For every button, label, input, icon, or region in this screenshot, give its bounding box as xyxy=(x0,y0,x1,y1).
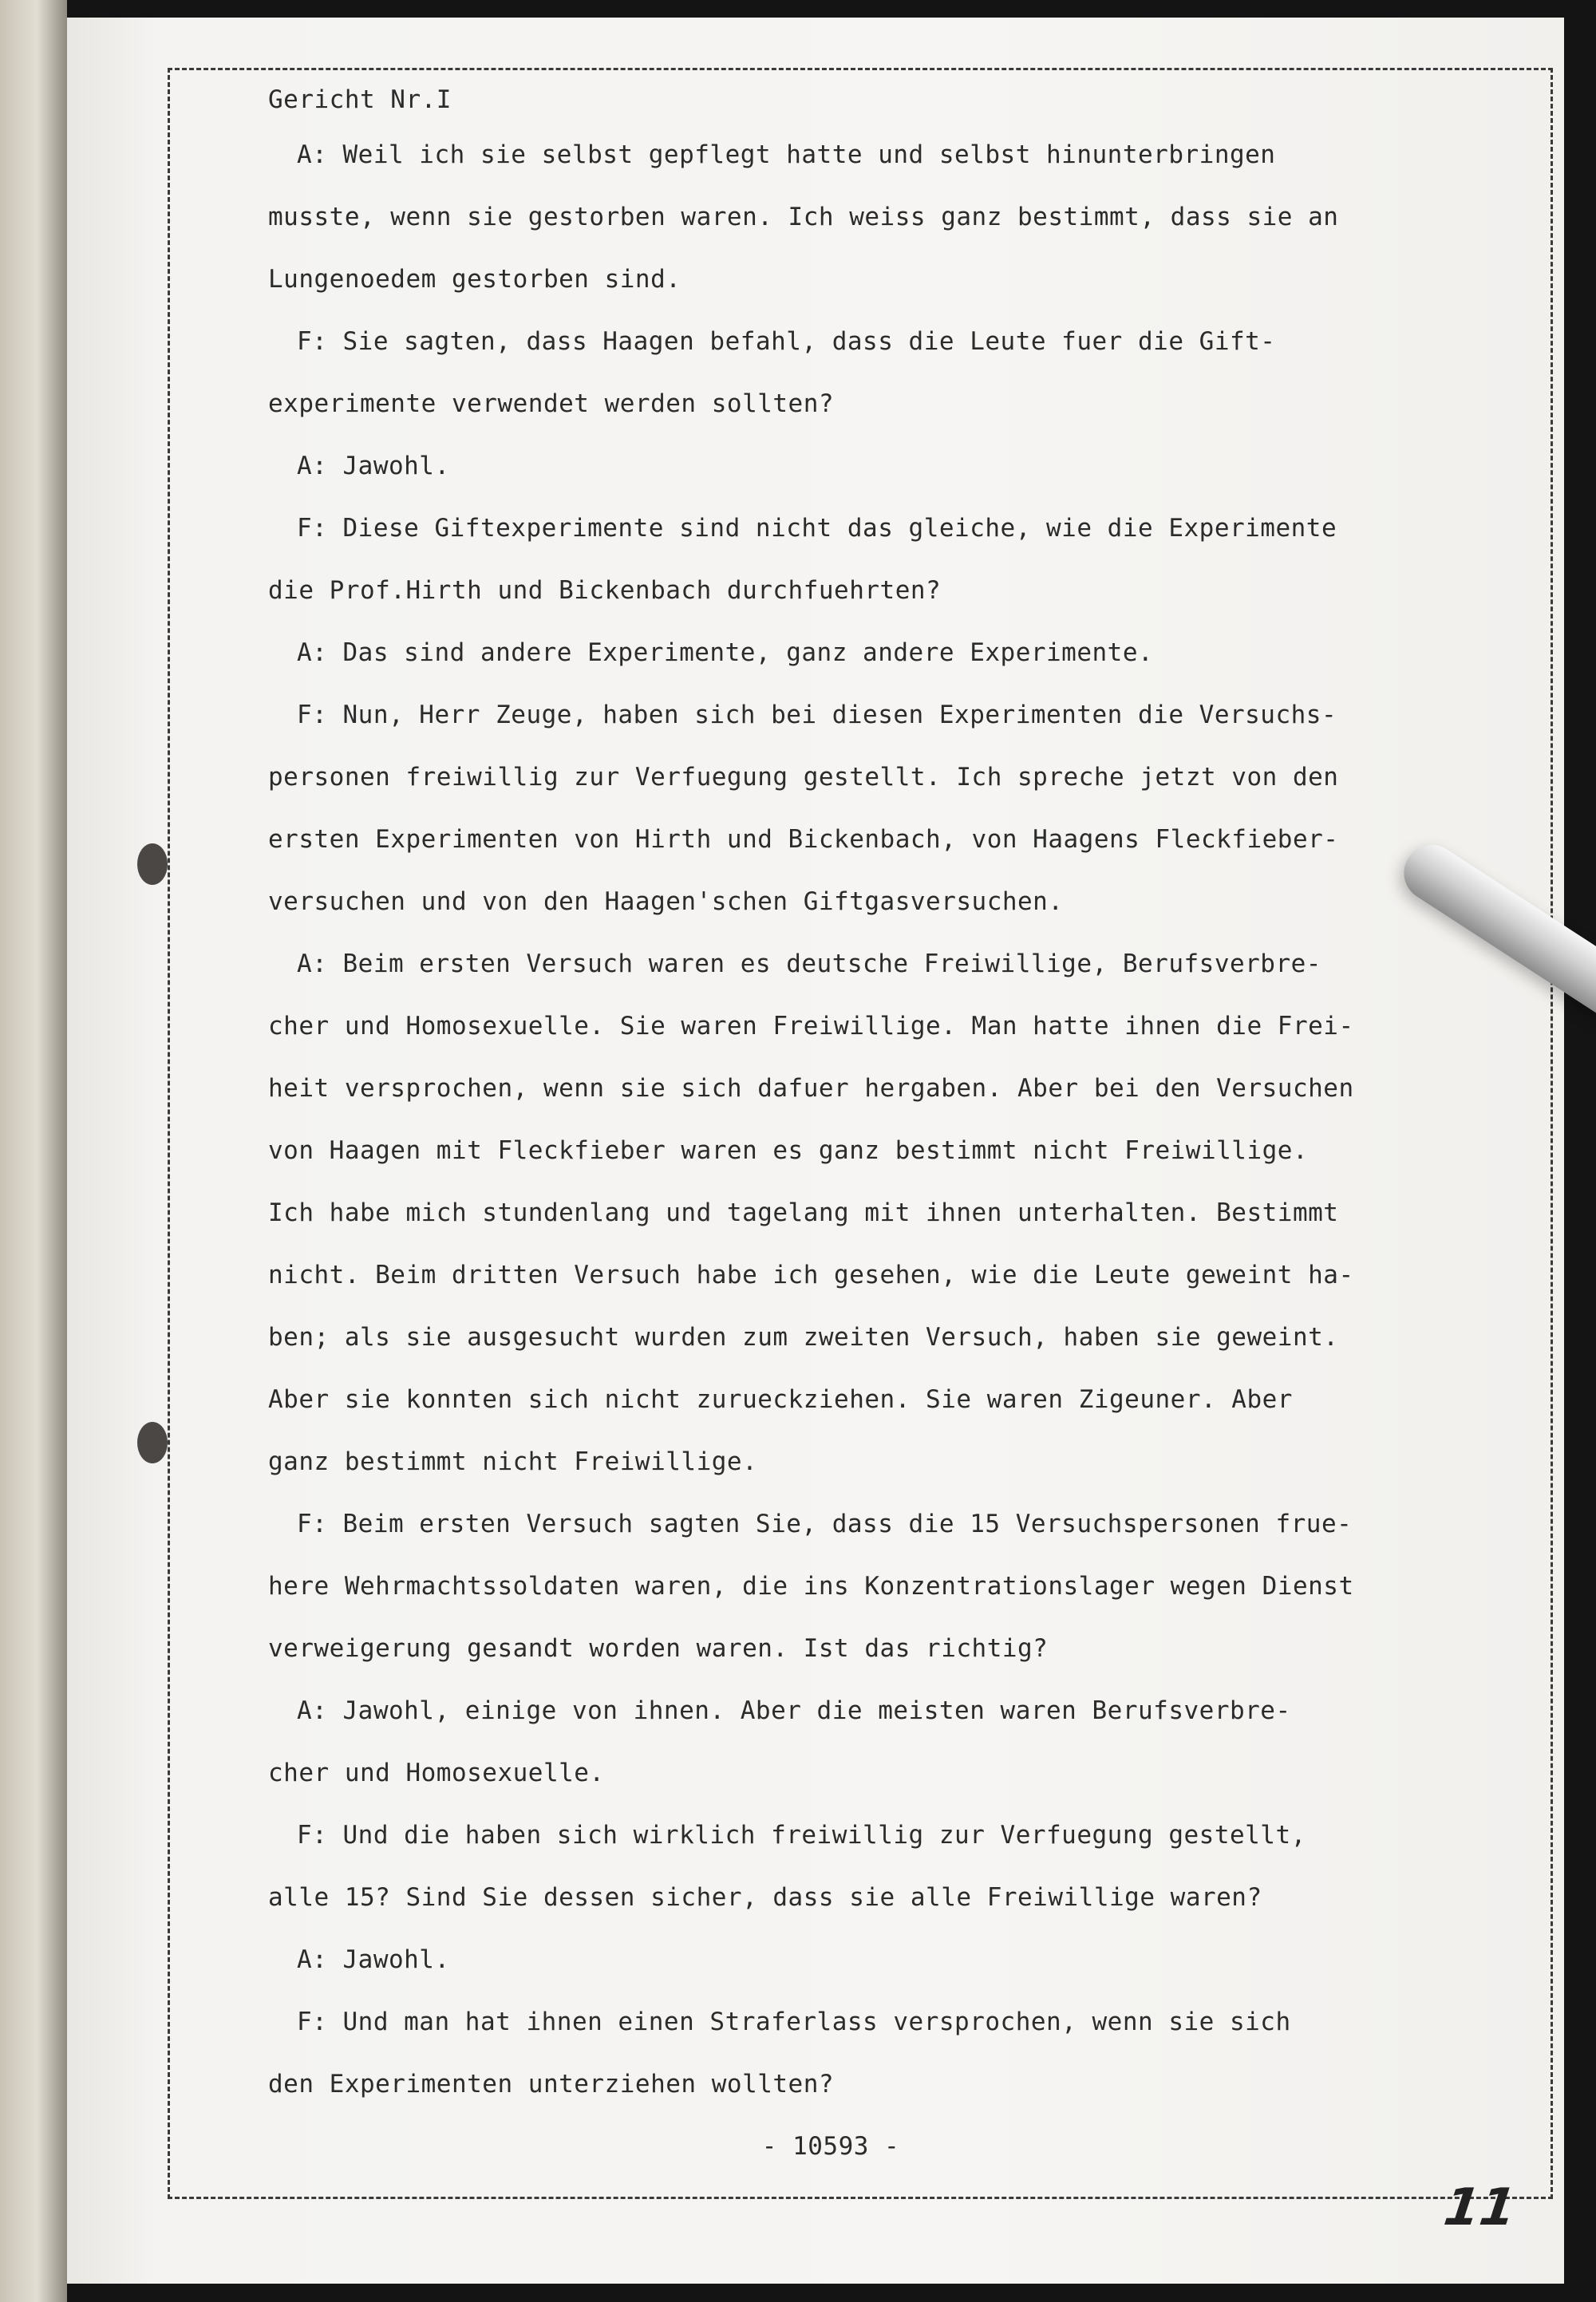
folio-number: 11 xyxy=(1434,2178,1525,2237)
text-line: nicht. Beim dritten Versuch habe ich gesehen, wie die Leute geweint ha- xyxy=(268,1261,1354,1289)
text-line: A: Das sind andere Experimente, ganz andere Experimente. xyxy=(297,638,1154,667)
punch-hole xyxy=(137,843,168,885)
text-line: verweigerung gesandt worden waren. Ist das richtig? xyxy=(268,1634,1049,1663)
text-line: die Prof.Hirth und Bickenbach durchfuehrten? xyxy=(268,576,942,605)
text-line: A: Beim ersten Versuch waren es deutsche Freiwillige, Berufsverbre- xyxy=(297,950,1321,978)
text-line: alle 15? Sind Sie dessen sicher, dass sie alle Freiwillige waren? xyxy=(268,1883,1262,1912)
text-line: von Haagen mit Fleckfieber waren es ganz bestimmt nicht Freiwillige. xyxy=(268,1136,1309,1165)
punch-hole xyxy=(137,1422,168,1463)
court-header: Gericht Nr.I xyxy=(268,85,452,114)
text-line: A: Weil ich sie selbst gepflegt hatte und selbst hinunterbringen xyxy=(297,140,1276,169)
text-line: personen freiwillig zur Verfuegung gestellt. Ich spreche jetzt von den xyxy=(268,763,1339,792)
text-line: Aber sie konnten sich nicht zurueckziehen. Sie waren Zigeuner. Aber xyxy=(268,1385,1293,1414)
facing-page-edge xyxy=(0,0,67,2302)
text-line: ersten Experimenten von Hirth und Bickenbach, von Haagens Fleckfieber- xyxy=(268,825,1339,854)
text-line: ben; als sie ausgesucht wurden zum zweiten Versuch, haben sie geweint. xyxy=(268,1323,1339,1352)
text-line: Ich habe mich stundenlang und tagelang mit ihnen unterhalten. Bestimmt xyxy=(268,1198,1339,1227)
text-line: Lungenoedem gestorben sind. xyxy=(268,265,681,294)
text-line: F: Und man hat ihnen einen Straferlass versprochen, wenn sie sich xyxy=(297,2008,1291,2036)
text-line: F: Sie sagten, dass Haagen befahl, dass die Leute fuer die Gift- xyxy=(297,327,1276,356)
text-line: A: Jawohl, einige von ihnen. Aber die meisten waren Berufsverbre- xyxy=(297,1696,1291,1725)
text-line: versuchen und von den Haagen'schen Giftgasversuchen. xyxy=(268,887,1064,916)
text-line: here Wehrmachtssoldaten waren, die ins Konzentrationslager wegen Dienst xyxy=(268,1572,1354,1601)
text-line: den Experimenten unterziehen wollten? xyxy=(268,2070,835,2099)
text-line: ganz bestimmt nicht Freiwillige. xyxy=(268,1447,758,1476)
text-line: F: Beim ersten Versuch sagten Sie, dass die 15 Versuchspersonen frue- xyxy=(297,1510,1353,1538)
text-line: F: Nun, Herr Zeuge, haben sich bei diesen Experimenten die Versuchs- xyxy=(297,701,1337,729)
text-line: cher und Homosexuelle. xyxy=(268,1759,605,1787)
text-line: cher und Homosexuelle. Sie waren Freiwillige. Man hatte ihnen die Frei- xyxy=(268,1012,1354,1040)
text-line: experimente verwendet werden sollten? xyxy=(268,389,835,418)
text-line: heit versprochen, wenn sie sich dafuer hergaben. Aber bei den Versuchen xyxy=(268,1074,1354,1103)
transcript-text xyxy=(268,76,1393,2178)
text-line: musste, wenn sie gestorben waren. Ich weiss ganz bestimmt, dass sie an xyxy=(268,203,1339,231)
text-line: F: Und die haben sich wirklich freiwillig zur Verfuegung gestellt, xyxy=(297,1821,1306,1850)
page-number: - 10593 - xyxy=(761,2132,900,2161)
text-line: F: Diese Giftexperimente sind nicht das gleiche, wie die Experimente xyxy=(297,514,1337,543)
text-line: A: Jawohl. xyxy=(297,452,450,480)
text-line: A: Jawohl. xyxy=(297,1945,450,1974)
